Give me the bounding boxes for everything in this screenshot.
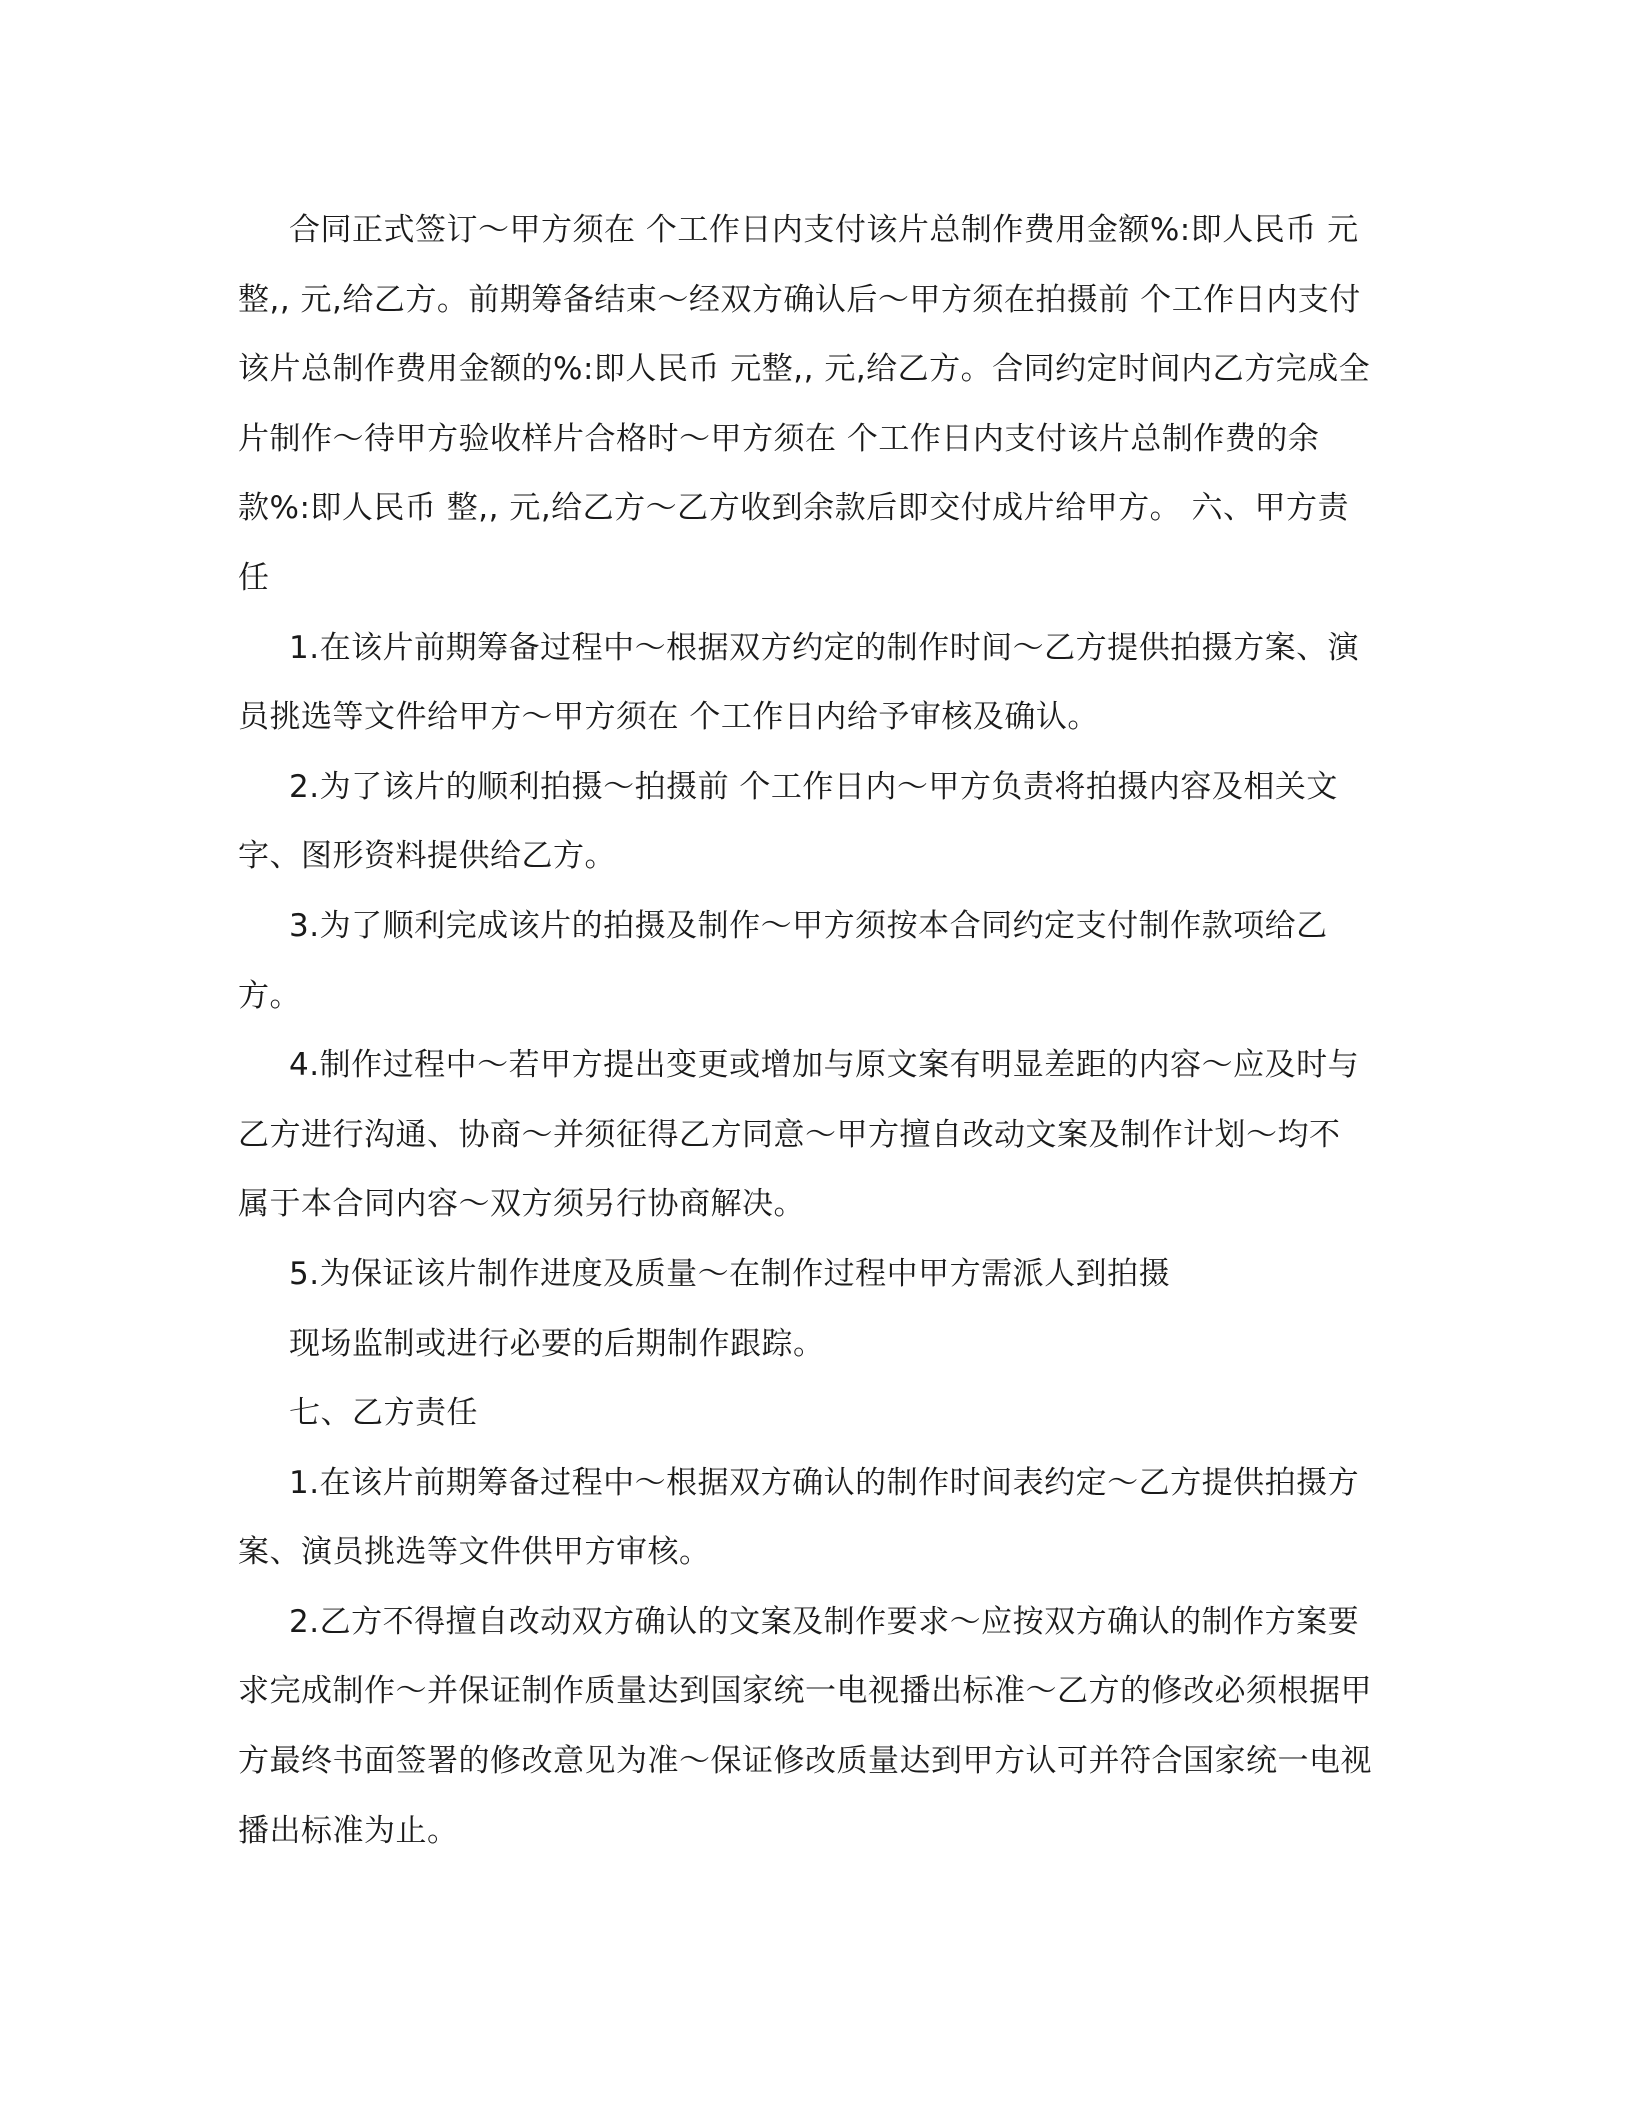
text-line: 员挑选等文件给甲方～甲方须在 个工作日内给予审核及确认。 (238, 699, 1099, 736)
text-line: 1.在该片前期筹备过程中～根据双方约定的制作时间～乙方提供拍摄方案、演 (289, 629, 1360, 666)
text-line: 3.为了顺利完成该片的拍摄及制作～甲方须按本合同约定支付制作款项给乙 (289, 907, 1328, 944)
document-body (238, 196, 1398, 1866)
text-line: 合同正式签订～甲方须在 个工作日内支付该片总制作费用金额%:即人民币 元 (289, 212, 1359, 248)
section-heading: 七、乙方责任 (289, 1395, 478, 1432)
text-line: 片制作～待甲方验收样片合格时～甲方须在 个工作日内支付该片总制作费的余 (238, 420, 1320, 457)
text-line: 5.为保证该片制作进度及质量～在制作过程中甲方需派人到拍摄 (289, 1255, 1171, 1292)
text-line: 该片总制作费用金额的%:即人民币 元整,, 元,给乙方。合同约定时间内乙方完成全 (238, 351, 1371, 388)
text-line: 整,, 元,给乙方。前期筹备结束～经双方确认后～甲方须在拍摄前 个工作日内支付 (238, 281, 1361, 318)
text-line: 现场监制或进行必要的后期制作跟踪。 (289, 1325, 825, 1362)
text-line: 案、演员挑选等文件供甲方审核。 (238, 1534, 711, 1571)
text-line: 方。 (238, 977, 301, 1014)
text-line: 1.在该片前期筹备过程中～根据双方确认的制作时间表约定～乙方提供拍摄方 (289, 1464, 1360, 1501)
text-line: 4.制作过程中～若甲方提出变更或增加与原文案有明显差距的内容～应及时与 (289, 1047, 1360, 1084)
text-line: 方最终书面签署的修改意见为准～保证修改质量达到甲方认可并符合国家统一电视 (238, 1743, 1372, 1780)
text-line: 播出标准为止。 (238, 1812, 459, 1849)
text-line: 属于本合同内容～双方须另行协商解决。 (238, 1186, 805, 1223)
text-line: 字、图形资料提供给乙方。 (238, 838, 616, 875)
text-line: 款%:即人民币 整,, 元,给乙方～乙方收到余款后即交付成片给甲方。 六、甲方责 (238, 490, 1350, 527)
text-line: 乙方进行沟通、协商～并须征得乙方同意～甲方擅自改动文案及制作计划～均不 (238, 1116, 1341, 1153)
text-line: 任 (238, 559, 270, 596)
text-line: 2.为了该片的顺利拍摄～拍摄前 个工作日内～甲方负责将拍摄内容及相关文 (289, 768, 1338, 805)
text-line: 求完成制作～并保证制作质量达到国家统一电视播出标准～乙方的修改必须根据甲 (238, 1673, 1372, 1710)
text-line: 2.乙方不得擅自改动双方确认的文案及制作要求～应按双方确认的制作方案要 (289, 1603, 1360, 1640)
